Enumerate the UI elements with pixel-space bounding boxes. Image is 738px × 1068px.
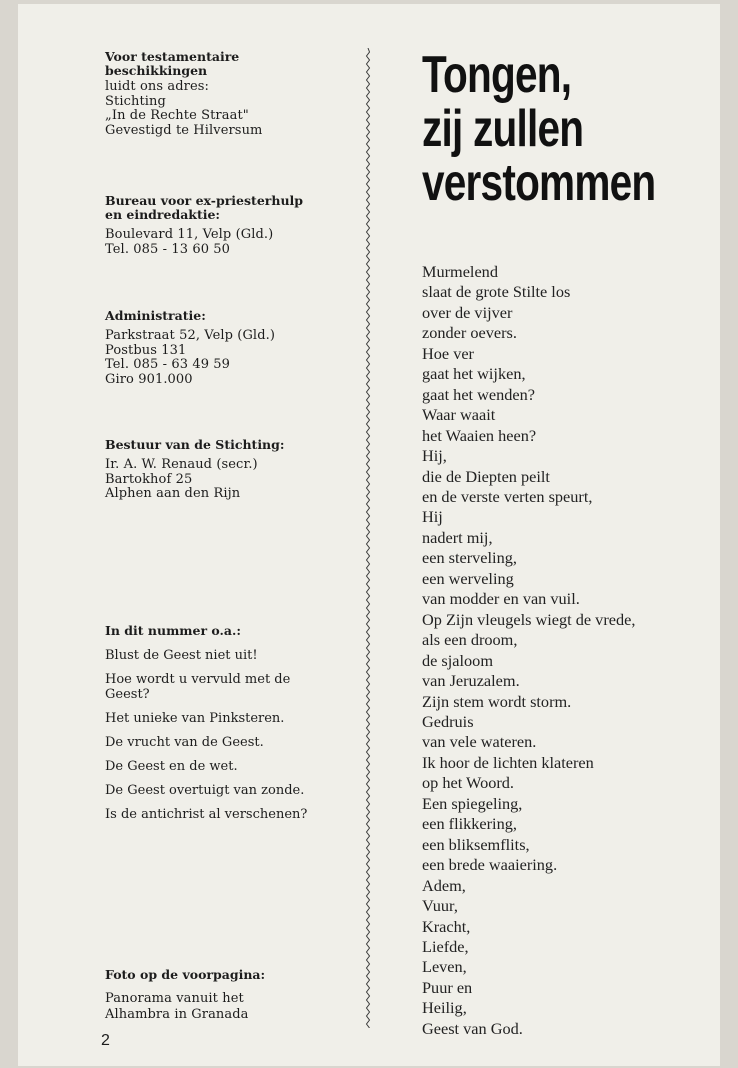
heading-line: beschikkingen [105, 63, 208, 78]
poem-line: Op Zijn vleugels wiegt de vrede, [422, 609, 636, 629]
poem-line: een bliksemflits, [422, 834, 530, 854]
testament-heading [105, 50, 355, 78]
poem-line: van vele wateren. [422, 732, 537, 752]
poem-line: Puur en [422, 977, 473, 997]
poem-line: Geest van God. [422, 1018, 523, 1038]
heading-line: Bureau voor ex-priesterhulp [105, 193, 304, 208]
info-line: Boulevard 11, Velp (Gld.) [105, 227, 274, 242]
poem-line: een brede waaiering. [422, 855, 558, 875]
poem-line: de sjaloom [422, 650, 493, 670]
poem-line: gaat het wenden? [422, 384, 536, 404]
info-line: Bartokhof 25 [105, 471, 193, 487]
contents-section [105, 624, 355, 831]
divider-line [367, 48, 370, 1028]
poem-line: Vuur, [422, 896, 458, 916]
page-number: 2 [101, 1032, 110, 1049]
poem-line: een sterveling, [422, 548, 517, 568]
contents-item: De vrucht van de Geest. [105, 735, 264, 750]
wavy-divider [364, 48, 372, 1028]
photo-lines [105, 991, 355, 1023]
info-line: Postbus 131 [105, 342, 187, 358]
info-line: Tel. 085 - 63 49 59 [105, 357, 231, 373]
poem-line: Waar waait [422, 405, 496, 425]
poem-line: van Jeruzalem. [422, 671, 520, 691]
poem-line: Murmelend [422, 262, 498, 281]
poem-line: Ik hoor de lichten klateren [422, 752, 594, 772]
contents-item: Blust de Geest niet uit! [105, 648, 258, 663]
contents-heading: In dit nummer o.a.: [105, 623, 241, 638]
photo-heading: Foto op de voorpagina: [105, 967, 266, 982]
poem-line: het Waaien heen? [422, 425, 537, 445]
bureau-lines [105, 228, 355, 257]
info-line: Parkstraat 52, Velp (Gld.) [105, 328, 276, 343]
poem-line: Hoe ver [422, 343, 474, 363]
bureau-heading [105, 194, 355, 222]
poem-line: zonder oevers. [422, 323, 517, 343]
info-line: Alphen aan den Rijn [105, 486, 241, 502]
poem-line: op het Woord. [422, 773, 514, 793]
info-line: Stichting [105, 93, 166, 109]
poem-line: als een droom, [422, 630, 518, 650]
bestuur-heading [105, 438, 355, 452]
info-line: Tel. 085 - 13 60 50 [105, 241, 231, 257]
poem-line: Adem, [422, 875, 466, 895]
info-line: „In de Rechte Straat" [105, 108, 249, 124]
poem-line: die de Diepten peilt [422, 466, 550, 486]
info-line: Gevestigd te Hilversum [105, 122, 263, 138]
poem-line: Zijn stem wordt storm. [422, 691, 572, 711]
heading-line: Administratie: [105, 308, 206, 323]
heading-line: en eindredaktie: [105, 207, 221, 222]
bureau-section [105, 194, 355, 257]
poem-body [422, 262, 722, 1039]
testament-lines [105, 80, 355, 138]
poem-line: Liefde, [422, 936, 469, 956]
heading-line: Voor testamentaire [105, 49, 240, 64]
poem-line: en de verste verten speurt, [422, 486, 593, 506]
magazine-page [18, 4, 720, 1066]
poem-line: Leven, [422, 957, 467, 977]
info-line: Alhambra in Granada [105, 1007, 249, 1022]
poem-line: slaat de grote Stilte los [422, 282, 571, 302]
contents-item: Is de antichrist al verschenen? [105, 807, 308, 822]
contents-list [105, 648, 355, 822]
poem-line: gaat het wijken, [422, 364, 526, 384]
contents-item: Geest? [105, 687, 150, 702]
administratie-section [105, 309, 355, 387]
testament-section [105, 50, 355, 138]
bestuur-section [105, 438, 355, 502]
poem-line: Heilig, [422, 998, 467, 1018]
title-line: Tongen, [422, 46, 572, 104]
poem-line: een werveling [422, 568, 514, 588]
poem-line: Een spiegeling, [422, 793, 523, 813]
poem-line: nadert mij, [422, 527, 493, 547]
contents-item: De Geest overtuigt van zonde. [105, 783, 305, 798]
poem-line: een flikkering, [422, 814, 517, 834]
poem-title [422, 48, 656, 210]
poem-line: van modder en van vuil. [422, 589, 580, 609]
contents-item: Hoe wordt u vervuld met de [105, 672, 291, 687]
title-line: verstommen [422, 154, 656, 212]
poem-line: Hij, [422, 446, 447, 466]
bestuur-lines [105, 458, 355, 502]
administratie-lines [105, 329, 355, 387]
heading-line: Bestuur van de Stichting: [105, 437, 285, 452]
poem-line: Hij [422, 507, 443, 527]
administratie-heading [105, 309, 355, 323]
poem-line: over de vijver [422, 302, 513, 322]
info-line: Ir. A. W. Renaud (secr.) [105, 457, 258, 472]
title-line: zij zullen [422, 100, 584, 158]
info-line: Panorama vanuit het [105, 991, 244, 1006]
photo-section [105, 968, 355, 1023]
poem-line: Gedruis [422, 711, 474, 731]
contents-item: De Geest en de wet. [105, 759, 238, 774]
poem-line: Kracht, [422, 916, 471, 936]
info-line: Giro 901.000 [105, 371, 193, 387]
info-line: luidt ons adres: [105, 79, 210, 94]
contents-item: Het unieke van Pinksteren. [105, 711, 285, 726]
poem-column [422, 46, 722, 1038]
